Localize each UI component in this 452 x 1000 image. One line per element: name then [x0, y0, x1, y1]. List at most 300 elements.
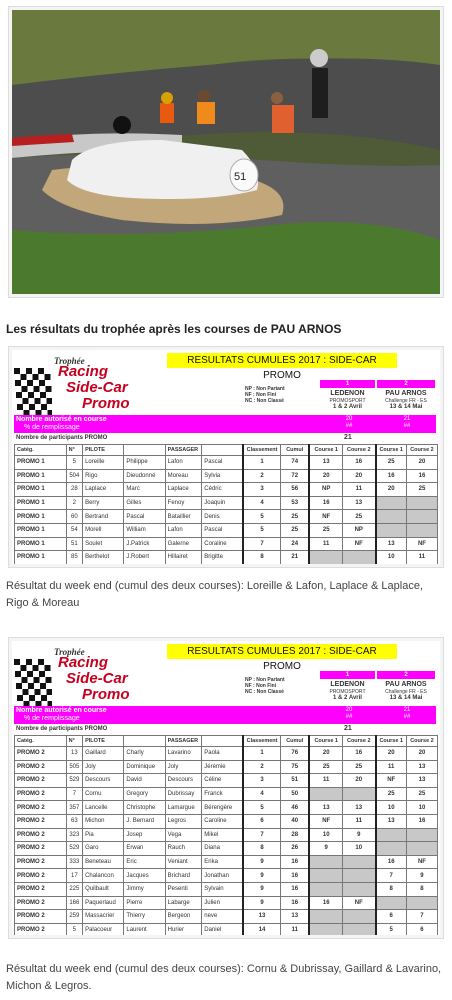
- column-header: Course 1: [376, 736, 407, 747]
- table-cell: Berthelot: [83, 551, 124, 564]
- event-name: PAU ARNOS: [385, 390, 427, 397]
- participants-label: Nombre de participants PROMO: [16, 435, 108, 441]
- fill-rate-value: ##: [403, 423, 411, 429]
- table-cell: Pascal: [202, 456, 243, 470]
- table-cell: 16: [281, 869, 310, 883]
- table-header: [15, 445, 438, 456]
- table-cell: 16: [342, 747, 375, 761]
- table-cell: Christophe: [124, 801, 165, 815]
- table-cell: Brigitte: [202, 551, 243, 564]
- table-cell: Soulet: [83, 537, 124, 551]
- table-cell: Pascal: [202, 523, 243, 537]
- event-number: 1: [320, 380, 375, 388]
- table-cell: 10: [406, 801, 437, 815]
- table-cell: Garo: [83, 842, 124, 856]
- table-cell: [309, 855, 342, 869]
- table-cell: 51: [281, 774, 310, 788]
- table-cell: 16: [309, 496, 342, 510]
- column-header: PASSAGER: [165, 445, 202, 456]
- status-legend: [245, 677, 285, 695]
- table-cell: PROMO 2: [15, 760, 67, 774]
- table-cell: [376, 828, 407, 842]
- table-cell: 13: [243, 910, 281, 924]
- caption-2: Résultat du week end (cumul des deux courses): Cornu & Dubrissay, Gaillard & Lavarino, Michon & Legros.: [6, 963, 442, 992]
- table-cell: [342, 787, 375, 801]
- table-cell: Céline: [202, 774, 243, 788]
- table-cell: 16: [281, 855, 310, 869]
- table-cell: 357: [66, 801, 83, 815]
- table-cell: Pascal: [124, 510, 165, 524]
- table-cell: 24: [281, 537, 310, 551]
- table-cell: [406, 842, 437, 856]
- table-cell: 10: [376, 551, 407, 564]
- table-cell: 13: [309, 456, 342, 470]
- table-cell: Beneteau: [83, 855, 124, 869]
- table-cell: NP: [309, 483, 342, 497]
- table-cell: 20: [406, 747, 437, 761]
- table-cell: 2: [243, 760, 281, 774]
- table-row: [15, 483, 438, 497]
- table-cell: PROMO 2: [15, 923, 67, 935]
- capacity-event-2: [382, 416, 432, 430]
- table-cell: 259: [66, 910, 83, 924]
- fill-rate-value: ##: [345, 423, 353, 429]
- column-header: Course 2: [342, 445, 375, 456]
- table-cell: Fenoy: [165, 496, 202, 510]
- table-row: [15, 896, 438, 910]
- table-cell: 3: [243, 483, 281, 497]
- participants-count: 21: [344, 725, 352, 732]
- table-cell: 7: [406, 910, 437, 924]
- participants-label: Nombre de participants PROMO: [16, 726, 108, 732]
- table-cell: 9: [243, 896, 281, 910]
- table-cell: [309, 882, 342, 896]
- table-cell: Michon: [83, 814, 124, 828]
- table-cell: Laplace: [83, 483, 124, 497]
- table-cell: NF: [342, 537, 375, 551]
- table-cell: 5: [376, 923, 407, 935]
- table-cell: [406, 828, 437, 842]
- results-banner: RESULTATS CUMULES 2017 : SIDE-CAR PROMO: [167, 353, 397, 368]
- table-cell: 13: [376, 537, 407, 551]
- table-cell: Sylvia: [202, 469, 243, 483]
- legend-item: NP : Non Partant: [245, 386, 285, 392]
- table-cell: Joly: [83, 760, 124, 774]
- table-cell: Sylvain: [202, 882, 243, 896]
- table-cell: 28: [281, 828, 310, 842]
- table-cell: Descours: [165, 774, 202, 788]
- table-cell: 21: [281, 551, 310, 564]
- table-cell: PROMO 1: [15, 456, 67, 470]
- table-cell: 11: [281, 923, 310, 935]
- table-cell: 166: [66, 896, 83, 910]
- column-header: [202, 445, 243, 456]
- table-cell: 74: [281, 456, 310, 470]
- table-cell: Jérémie: [202, 760, 243, 774]
- table-cell: 529: [66, 842, 83, 856]
- trophy-logo: [14, 354, 159, 424]
- table-cell: Berry: [83, 496, 124, 510]
- capacity-value: 20: [345, 707, 353, 713]
- table-cell: 53: [281, 496, 310, 510]
- table-cell: NF: [342, 896, 375, 910]
- table-cell: 8: [243, 842, 281, 856]
- table-cell: 20: [342, 774, 375, 788]
- table-cell: 16: [406, 814, 437, 828]
- table-row: [15, 469, 438, 483]
- table-cell: NF: [309, 814, 342, 828]
- table-row: [15, 537, 438, 551]
- legend-item: NP : Non Partant: [245, 677, 285, 683]
- status-legend: [245, 386, 285, 404]
- table-cell: Galerne: [165, 537, 202, 551]
- table-cell: 505: [66, 760, 83, 774]
- table-cell: 25: [376, 456, 407, 470]
- participants-count: 21: [344, 434, 352, 441]
- table-cell: Bergeon: [165, 910, 202, 924]
- table-cell: PROMO 1: [15, 510, 67, 524]
- table-cell: PROMO 1: [15, 523, 67, 537]
- table-row: [15, 801, 438, 815]
- table-cell: Rigo: [83, 469, 124, 483]
- table-cell: 26: [281, 842, 310, 856]
- legend-item: NC : Non Classé: [245, 689, 284, 695]
- table-cell: Erwan: [124, 842, 165, 856]
- table-row: [15, 814, 438, 828]
- table-cell: 11: [376, 760, 407, 774]
- table-cell: 4: [243, 496, 281, 510]
- table-cell: 529: [66, 774, 83, 788]
- table-cell: 7: [243, 537, 281, 551]
- table-cell: Denis: [202, 510, 243, 524]
- table-cell: 20: [309, 469, 342, 483]
- event-series: PROMOSPORT: [329, 689, 366, 695]
- table-row: [15, 774, 438, 788]
- results-heading: Les résultats du trophée après les courses de PAU ARNOS: [6, 322, 342, 336]
- participants-row: [14, 725, 436, 734]
- table-cell: 13: [281, 910, 310, 924]
- column-header: Catég.: [15, 736, 67, 747]
- table-cell: NF: [406, 537, 437, 551]
- table-cell: 16: [406, 469, 437, 483]
- table-row: [15, 523, 438, 537]
- table-cell: PROMO 2: [15, 842, 67, 856]
- table-cell: 9: [406, 869, 437, 883]
- table-cell: Dubrissay: [165, 787, 202, 801]
- table-cell: Thierry: [124, 910, 165, 924]
- table-cell: PROMO 2: [15, 747, 67, 761]
- table-cell: Veniant: [165, 855, 202, 869]
- event-number: 2: [377, 380, 435, 388]
- participants-row: [14, 434, 436, 443]
- table-row: [15, 496, 438, 510]
- table-cell: Bataillier: [165, 510, 202, 524]
- table-cell: 11: [309, 774, 342, 788]
- table-cell: Brichard: [165, 869, 202, 883]
- event-date: 13 & 14 Mai: [389, 404, 423, 410]
- table-cell: 20: [376, 483, 407, 497]
- table-cell: 6: [243, 814, 281, 828]
- table-cell: PROMO 1: [15, 496, 67, 510]
- table-cell: PROMO 1: [15, 483, 67, 497]
- table-cell: [342, 910, 375, 924]
- column-header: Classement: [243, 736, 281, 747]
- logo-sidecar: Side-Car: [66, 670, 128, 687]
- table-cell: 25: [342, 510, 375, 524]
- table-cell: Charly: [124, 747, 165, 761]
- table-cell: David: [124, 774, 165, 788]
- table-cell: 50: [281, 787, 310, 801]
- table-cell: J. Bernard: [124, 814, 165, 828]
- table-cell: [406, 896, 437, 910]
- table-cell: neve: [202, 910, 243, 924]
- table-cell: Palacoeur: [83, 923, 124, 935]
- capacity-row: [14, 706, 436, 724]
- table-cell: Julien: [202, 896, 243, 910]
- table-cell: 3: [243, 774, 281, 788]
- table-cell: 4: [243, 787, 281, 801]
- table-cell: Pesenti: [165, 882, 202, 896]
- table-cell: Paquerlaud: [83, 896, 124, 910]
- column-header: PILOTE: [83, 736, 124, 747]
- table-cell: 11: [406, 551, 437, 564]
- table-row: [15, 910, 438, 924]
- table-cell: [376, 842, 407, 856]
- race-photo: [12, 10, 440, 294]
- table-cell: 60: [66, 510, 83, 524]
- column-header: Course 1: [376, 445, 407, 456]
- capacity-value: 21: [403, 707, 411, 713]
- table-cell: 10: [342, 842, 375, 856]
- table-cell: 63: [66, 814, 83, 828]
- table-row: [15, 510, 438, 524]
- table-cell: PROMO 1: [15, 469, 67, 483]
- table-cell: [376, 896, 407, 910]
- table-cell: 25: [281, 510, 310, 524]
- table-cell: Eric: [124, 855, 165, 869]
- table-cell: 1: [243, 456, 281, 470]
- logo-trophee: Trophée: [54, 356, 85, 366]
- table-cell: 25: [342, 760, 375, 774]
- table-cell: Rauch: [165, 842, 202, 856]
- table-row: [15, 760, 438, 774]
- event-name: PAU ARNOS: [385, 681, 427, 688]
- table-cell: 333: [66, 855, 83, 869]
- capacity-value: 21: [403, 416, 411, 422]
- table-cell: 5: [243, 801, 281, 815]
- table-cell: Lafon: [165, 456, 202, 470]
- capacity-row: [14, 415, 436, 433]
- logo-promo: Promo: [82, 686, 130, 703]
- column-header: Classement: [243, 445, 281, 456]
- table-cell: Laplace: [165, 483, 202, 497]
- table-cell: NF: [376, 774, 407, 788]
- table-cell: 20: [376, 747, 407, 761]
- logo-sidecar: Side-Car: [66, 379, 128, 396]
- table-cell: Bertrand: [83, 510, 124, 524]
- table-cell: 8: [406, 882, 437, 896]
- table-cell: [309, 923, 342, 935]
- results-sheet: [12, 350, 440, 564]
- table-row: [15, 882, 438, 896]
- table-cell: 25: [406, 483, 437, 497]
- table-cell: Jacques: [124, 869, 165, 883]
- results-sheet: [12, 641, 440, 935]
- table-cell: 85: [66, 551, 83, 564]
- table-cell: Gaillard: [83, 747, 124, 761]
- table-cell: Philippe: [124, 456, 165, 470]
- table-cell: 9: [342, 828, 375, 842]
- table-cell: [342, 551, 375, 564]
- table-cell: 8: [243, 551, 281, 564]
- table-cell: 13: [406, 774, 437, 788]
- table-cell: 11: [342, 483, 375, 497]
- table-cell: Vega: [165, 828, 202, 842]
- table-cell: William: [124, 523, 165, 537]
- table-cell: Joaquin: [202, 496, 243, 510]
- table-cell: 51: [66, 537, 83, 551]
- trophy-logo: [14, 645, 159, 715]
- table-cell: Jonathan: [202, 869, 243, 883]
- table-cell: 504: [66, 469, 83, 483]
- table-cell: 20: [342, 469, 375, 483]
- column-header: PASSAGER: [165, 736, 202, 747]
- table-row: [15, 842, 438, 856]
- table-cell: 9: [243, 855, 281, 869]
- column-header: N°: [66, 445, 83, 456]
- table-cell: 13: [66, 747, 83, 761]
- table-cell: Josep: [124, 828, 165, 842]
- legend-item: NF : Non Fini: [245, 392, 277, 398]
- table-header: [15, 736, 438, 747]
- column-header: [124, 736, 165, 747]
- table-row: [15, 869, 438, 883]
- table-cell: PROMO 2: [15, 814, 67, 828]
- table-cell: J.Robert: [124, 551, 165, 564]
- table-cell: 2: [66, 496, 83, 510]
- legend-item: NC : Non Classé: [245, 398, 284, 404]
- table-cell: Loreille: [83, 456, 124, 470]
- capacity-label: Nombre autorisé en course: [16, 416, 107, 423]
- column-header: N°: [66, 736, 83, 747]
- table-cell: 9: [243, 869, 281, 883]
- table-cell: 10: [376, 801, 407, 815]
- table-cell: 25: [309, 523, 342, 537]
- table-cell: 5: [66, 923, 83, 935]
- table-cell: 20: [406, 456, 437, 470]
- table-cell: 56: [281, 483, 310, 497]
- table-cell: Gregory: [124, 787, 165, 801]
- table-cell: Erika: [202, 855, 243, 869]
- table-cell: Pierre: [124, 896, 165, 910]
- table-cell: 54: [66, 523, 83, 537]
- capacity-value: 20: [345, 416, 353, 422]
- table-cell: 7: [66, 787, 83, 801]
- table-cell: Cornu: [83, 787, 124, 801]
- results-table: [14, 735, 438, 935]
- table-cell: Pia: [83, 828, 124, 842]
- fill-rate-label: % de remplissage: [24, 715, 80, 722]
- table-cell: 1: [243, 747, 281, 761]
- table-cell: [376, 496, 407, 510]
- table-row: [15, 923, 438, 935]
- table-cell: Daniel: [202, 923, 243, 935]
- table-row: [15, 828, 438, 842]
- table-cell: PROMO 2: [15, 787, 67, 801]
- table-cell: 40: [281, 814, 310, 828]
- table-cell: PROMO 2: [15, 828, 67, 842]
- table-cell: Joly: [165, 760, 202, 774]
- event-date: 1 & 2 Avril: [333, 695, 362, 701]
- table-cell: Paola: [202, 747, 243, 761]
- fill-rate-value: ##: [345, 714, 353, 720]
- capacity-event-1: [324, 416, 374, 430]
- table-cell: NF: [406, 855, 437, 869]
- fill-rate-value: ##: [403, 714, 411, 720]
- table-cell: 16: [309, 896, 342, 910]
- table-cell: 10: [309, 828, 342, 842]
- table-cell: Cédric: [202, 483, 243, 497]
- table-cell: PROMO 2: [15, 869, 67, 883]
- table-cell: Dominique: [124, 760, 165, 774]
- logo-promo: Promo: [82, 395, 130, 412]
- table-cell: 13: [376, 814, 407, 828]
- table-cell: [309, 551, 342, 564]
- table-cell: [376, 523, 407, 537]
- table-cell: 11: [342, 814, 375, 828]
- capacity-event-2: [382, 707, 432, 721]
- table-cell: 75: [281, 760, 310, 774]
- table-cell: Mikel: [202, 828, 243, 842]
- table-cell: 5: [66, 456, 83, 470]
- table-cell: Coraline: [202, 537, 243, 551]
- svg-text:51: 51: [234, 171, 247, 183]
- table-cell: 25: [309, 760, 342, 774]
- table-cell: 25: [376, 787, 407, 801]
- table-cell: [342, 855, 375, 869]
- table-cell: 9: [309, 842, 342, 856]
- table-cell: 6: [406, 923, 437, 935]
- table-cell: 8: [376, 882, 407, 896]
- table-cell: 6: [376, 910, 407, 924]
- event-number: 1: [320, 671, 375, 679]
- race-photo-frame: [8, 6, 444, 298]
- caption-1: Résultat du week end (cumul des deux courses): Loreille & Lafon, Laplace & Laplace, Rigo & Moreau: [6, 580, 424, 609]
- column-header: Catég.: [15, 445, 67, 456]
- table-cell: 16: [281, 896, 310, 910]
- table-cell: Labarge: [165, 896, 202, 910]
- table-cell: 7: [243, 828, 281, 842]
- table-cell: Laurent: [124, 923, 165, 935]
- table-cell: Franck: [202, 787, 243, 801]
- table-row: [15, 787, 438, 801]
- table-row: [15, 747, 438, 761]
- table-row: [15, 855, 438, 869]
- table-cell: NP: [342, 523, 375, 537]
- table-cell: [342, 882, 375, 896]
- column-header: [202, 736, 243, 747]
- checkered-flag-icon: [14, 368, 52, 418]
- table-cell: Morell: [83, 523, 124, 537]
- table-cell: [342, 869, 375, 883]
- results-table: [14, 444, 438, 564]
- table-cell: 16: [281, 882, 310, 896]
- table-cell: 7: [376, 869, 407, 883]
- table-cell: [309, 787, 342, 801]
- event-series: PROMOSPORT: [329, 398, 366, 404]
- table-cell: 16: [376, 469, 407, 483]
- table-row: [15, 456, 438, 470]
